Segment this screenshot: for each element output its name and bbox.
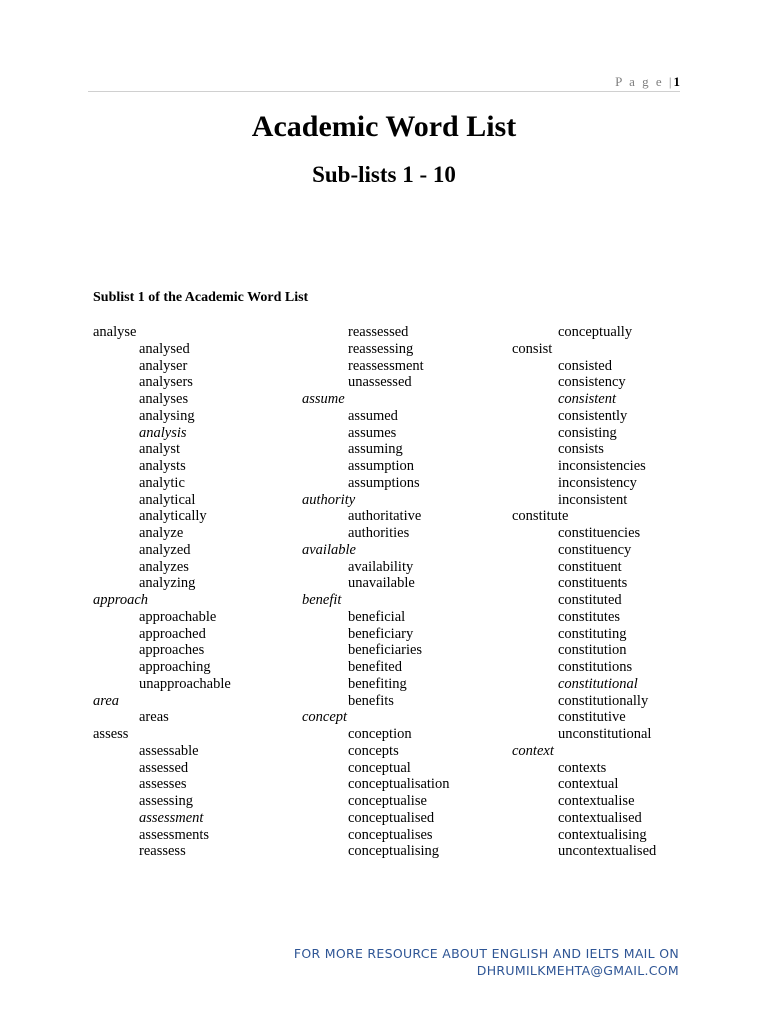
word-form: conceptualises [348,826,433,843]
word-form: analyst [139,441,181,458]
page-number [615,74,680,90]
word-form: analysis [139,424,187,441]
word-form: beneficiaries [348,642,423,659]
word-form: approached [139,625,206,642]
word-form: conceptual [348,759,411,776]
headword: analyse [93,324,137,340]
word-form: analytically [139,508,207,525]
page-label: P a g e | [615,74,674,89]
document-title: Academic Word List [251,110,517,143]
word-form: assumptions [348,474,420,491]
word-form: analyzes [139,558,189,575]
headword: assess [93,726,129,742]
word-form: analyze [139,525,184,541]
word-form: contextualising [558,826,647,843]
word-form: constitution [558,642,627,659]
word-form: constituted [558,592,622,608]
word-form: consists [558,441,604,458]
word-form: analysing [139,407,195,424]
word-form: authorities [348,525,410,541]
word-form: constituent [558,558,622,575]
word-form: contexts [558,759,607,776]
word-form: reassessing [348,340,414,357]
word-column-1 [93,324,231,860]
word-form: approachable [139,608,217,625]
word-form: assessment [139,809,204,826]
sublist-heading: Sublist 1 of the Academic Word List [93,290,309,305]
word-form: availability [348,558,414,575]
word-form: reassessed [348,324,409,340]
word-form: consisted [558,357,612,374]
word-form: assumes [348,424,397,441]
word-form: unconstitutional [558,726,652,742]
word-form: conceptually [558,324,633,340]
word-form: constitutions [558,659,633,675]
word-form: approaching [139,659,211,675]
word-form: contextual [558,776,619,793]
word-form: beneficiary [348,625,414,642]
word-column-2 [302,324,449,860]
word-form: benefited [348,659,402,675]
footer-line-1: FOR MORE RESOURCE ABOUT ENGLISH AND IELTS MAIL ON [293,946,679,961]
word-form: assessable [139,742,199,759]
headword: constitute [512,508,569,525]
word-form: contextualised [558,809,642,826]
word-form: conceptualising [348,843,440,860]
word-form: consistently [558,407,628,424]
word-form: analyzing [139,575,196,592]
word-form: assumed [348,407,398,424]
word-form: benefits [348,692,394,709]
headword: available [302,541,356,558]
word-form: consisting [558,424,617,441]
word-form: constituencies [558,525,641,541]
word-form: inconsistent [558,491,628,508]
word-form: benefiting [348,675,407,692]
headword: assume [302,391,345,407]
footer-email[interactable]: DHRUMILKMEHTA@GMAIL.COM [476,963,679,978]
word-form: analyses [139,391,189,407]
word-form: constitutionally [558,692,649,709]
word-form: assuming [348,441,403,458]
headword: consist [512,340,553,357]
headword: benefit [302,592,342,608]
word-form: assessments [139,826,210,843]
word-form: conceptualise [348,793,427,809]
word-form: contextualise [558,793,635,809]
word-form: inconsistency [558,474,637,491]
word-form: constituting [558,625,627,642]
footer [294,945,679,979]
word-form: consistency [558,374,626,391]
word-column-3 [512,324,656,860]
headword: approach [93,592,149,608]
word-form: concepts [348,742,399,759]
word-form: analysers [139,374,193,391]
word-form: beneficial [348,608,406,625]
page-number-value: 1 [673,74,680,89]
headword: context [512,742,554,759]
word-form: assessing [139,793,193,809]
word-form: constituency [558,541,632,558]
word-form: constituents [558,575,628,592]
headword: concept [302,709,348,726]
word-form: inconsistencies [558,458,646,474]
word-form: conception [348,726,412,742]
page-header [88,74,680,92]
word-form: reassessment [348,357,424,374]
word-form: analyzed [139,541,191,558]
word-form: constitutional [558,675,638,692]
word-form: analyser [139,357,188,374]
word-form: unapproachable [139,675,231,692]
word-form: consistent [558,391,616,407]
headword: authority [302,491,356,508]
headword: area [93,692,120,709]
word-form: authoritative [348,508,422,525]
word-form: assumption [348,458,415,474]
word-form: approaches [139,642,205,659]
word-form: unavailable [348,575,415,592]
word-form: analytic [139,474,185,491]
word-form: analysed [139,340,190,357]
word-form: reassess [139,843,186,860]
word-form: conceptualisation [348,776,450,793]
word-form: analytical [139,491,196,508]
word-form: assesses [139,776,187,793]
word-form: unassessed [348,374,412,391]
word-form: areas [139,709,169,726]
word-form: constitutive [558,709,626,726]
document-subtitle: Sub-lists 1 - 10 [312,162,456,187]
word-form: conceptualised [348,809,435,826]
word-form: assessed [139,759,189,776]
word-form: analysts [139,458,186,474]
word-form: constitutes [558,608,621,625]
word-form: uncontextualised [558,843,657,860]
